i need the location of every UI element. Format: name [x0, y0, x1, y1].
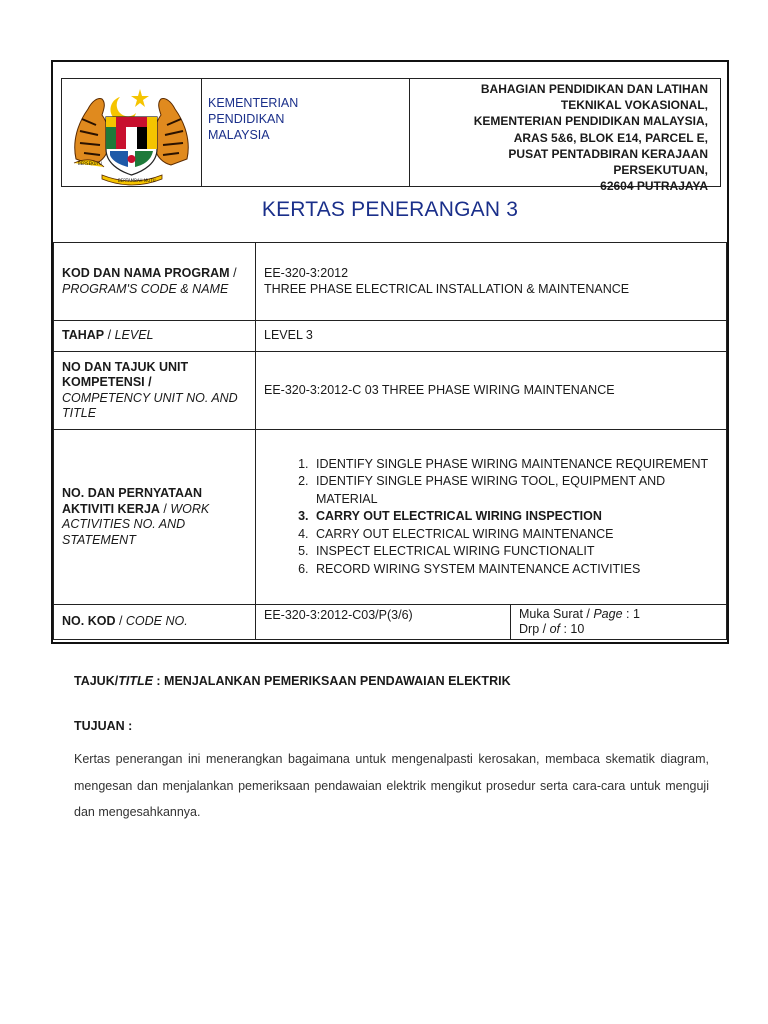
list-item: 6. RECORD WIRING SYSTEM MAINTENANCE ACTIVITIES	[312, 561, 718, 579]
page-info: Muka Surat / Page : 1 Drp / of : 10	[519, 607, 640, 636]
ministry-cell	[201, 79, 410, 186]
document-title: KERTAS PENERANGAN 3	[261, 198, 519, 221]
table-row-program	[54, 243, 727, 321]
malaysia-crest-icon	[62, 79, 201, 186]
code-value: EE-320-3:2012-C03/P(3/6)	[256, 605, 511, 639]
activities-list	[264, 456, 718, 579]
address-block: BAHAGIAN PENDIDIKAN DAN LATIHAN TEKNIKAL VOKASIONAL, KEMENTERIAN PENDIDIKAN MALAYSIA, ARAS 5&6, BLOK E14, PARCEL E, PUSAT PENTADBIRAN KERAJAAN PERSEKUTUAN, 62604 PUTRAJAYA	[473, 82, 708, 194]
svg-text:BERTAMBAH MUTU: BERTAMBAH MUTU	[118, 178, 156, 183]
purpose-paragraph: Kertas penerangan ini menerangkan bagaimana untuk mengenalpasti kerosakan, membaca skematik diagram, mengesan dan menjalankan pemeriksaan pendawaian elektrik mengikut prosedur serta cara-cara untuk menguji dan mengesahkannya.	[74, 752, 709, 819]
purpose-heading: TUJUAN :	[74, 719, 133, 733]
list-item-highlighted: 3. CARRY OUT ELECTRICAL WIRING INSPECTION	[312, 508, 718, 526]
list-item: 1. IDENTIFY SINGLE PHASE WIRING MAINTENANCE REQUIREMENT	[312, 456, 718, 474]
svg-text:BERSEKUTU: BERSEKUTU	[78, 161, 102, 166]
table-row-activities	[54, 430, 727, 605]
unit-value: EE-320-3:2012-C 03 THREE PHASE WIRING MAINTENANCE	[256, 352, 727, 430]
list-item: 5. INSPECT ELECTRICAL WIRING FUNCTIONALIT	[312, 543, 718, 561]
code-value-cell	[256, 605, 727, 640]
program-value: EE-320-3:2012 THREE PHASE ELECTRICAL INSTALLATION & MAINTENANCE	[256, 243, 727, 321]
list-item: 4. CARRY OUT ELECTRICAL WIRING MAINTENANCE	[312, 526, 718, 544]
table-row-level	[54, 321, 727, 352]
activities-label: NO. DAN PERNYATAAN AKTIVITI KERJA / WORK ACTIVITIES NO. AND STATEMENT	[54, 430, 256, 605]
level-label: TAHAP / LEVEL	[54, 321, 256, 352]
level-value: LEVEL 3	[256, 321, 727, 352]
unit-label: NO DAN TAJUK UNIT KOMPETENSI / COMPETENCY UNIT NO. AND TITLE	[54, 352, 256, 430]
list-item: 2. IDENTIFY SINGLE PHASE WIRING TOOL, EQUIPMENT AND MATERIAL	[312, 473, 718, 508]
program-label: KOD DAN NAMA PROGRAM / PROGRAM'S CODE & NAME	[54, 243, 256, 321]
table-row-unit	[54, 352, 727, 430]
title-line: TAJUK/TITLE : MENJALANKAN PEMERIKSAAN PENDAWAIAN ELEKTRIK	[74, 674, 511, 688]
ministry-name: KEMENTERIAN PENDIDIKAN MALAYSIA	[208, 96, 299, 142]
document-frame	[51, 60, 729, 644]
info-table	[53, 242, 727, 640]
table-row-code	[54, 605, 727, 640]
code-label: NO. KOD / CODE NO.	[54, 605, 256, 640]
activities-list-cell	[256, 430, 727, 605]
logo-cell	[62, 79, 202, 186]
address-cell	[409, 79, 720, 194]
header-box	[61, 78, 721, 194]
